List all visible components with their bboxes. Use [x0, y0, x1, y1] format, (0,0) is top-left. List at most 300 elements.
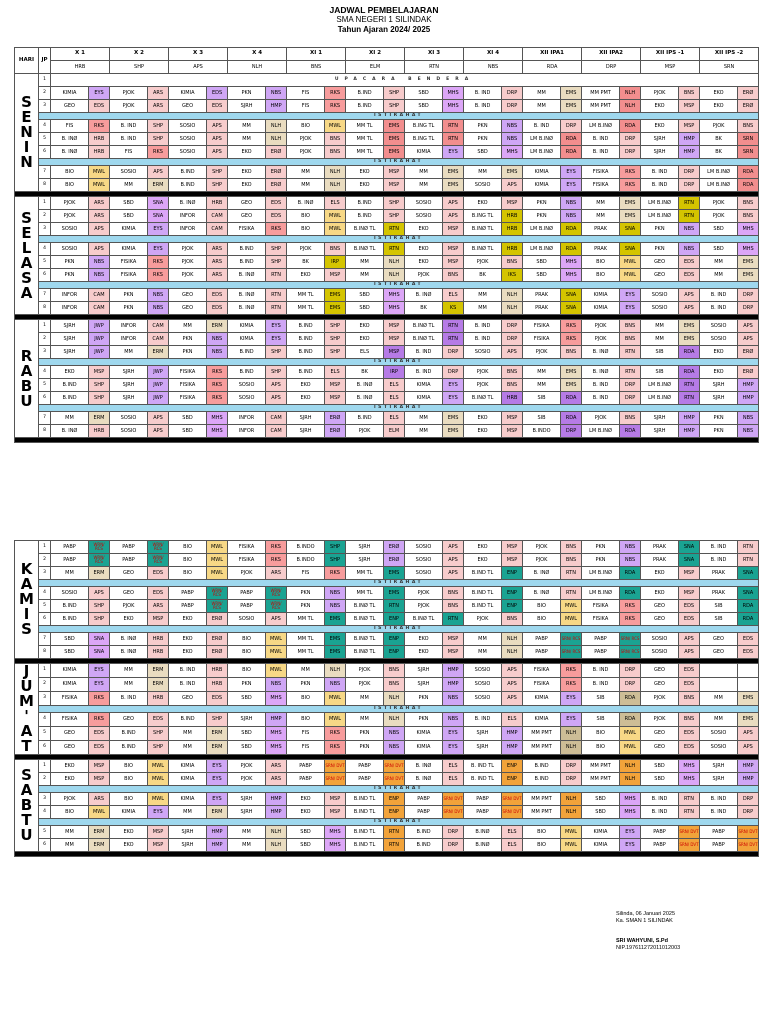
subject-cell: BIO: [287, 223, 325, 236]
subject-cell: B.IND: [405, 826, 443, 839]
subject-cell: FISIKA: [228, 223, 266, 236]
subject-cell: PJOK: [405, 269, 443, 282]
header-row[interactable]: [15, 48, 759, 61]
subject-cell: MM: [51, 567, 89, 580]
teacher-code: SHP: [148, 741, 169, 755]
subject-cell: PKN: [346, 727, 384, 741]
period-row: [15, 793, 759, 806]
subject-cell: PABP: [641, 826, 679, 839]
subject-cell: B. IND: [582, 133, 620, 146]
teacher-code: APS: [89, 587, 110, 600]
teacher-code: EDS: [266, 210, 287, 223]
subject-cell: PRAK: [582, 243, 620, 256]
subject-cell: B. INØ: [523, 567, 561, 580]
teacher-code: EYS: [443, 741, 464, 755]
teacher-code: ERM: [89, 567, 110, 580]
teacher-code: RDA: [561, 223, 582, 236]
subject-cell: EKO: [287, 793, 325, 806]
teacher-code: HMP: [738, 760, 759, 773]
subject-cell: B.IND: [405, 839, 443, 852]
teacher-code: RKS: [148, 146, 169, 159]
subject-cell: SOSIO: [228, 392, 266, 405]
teacher-code: ERM: [207, 741, 228, 755]
class-header: X 2: [110, 48, 169, 61]
subject-cell: B.IND: [51, 392, 89, 405]
teacher-code: HMP: [266, 806, 287, 819]
subject-cell: B.INØ TL: [346, 223, 384, 236]
teacher-code: EMS: [561, 366, 582, 379]
subject-cell: SOSIO: [464, 664, 502, 678]
subject-cell: B.IND: [51, 600, 89, 613]
teacher-code: DRP: [561, 760, 582, 773]
subject-cell: EKO: [346, 333, 384, 346]
teacher-code: DRP: [561, 425, 582, 438]
subject-cell: SBD: [169, 412, 207, 425]
subject-cell: SOSIO: [641, 302, 679, 315]
teacher-code: EDS: [207, 691, 228, 705]
period-row: [15, 179, 759, 192]
subject-cell: PABP: [228, 600, 266, 613]
subject-cell: SBD: [700, 223, 738, 236]
teacher-code: IRP: [384, 366, 405, 379]
subject-cell: B. IND: [405, 366, 443, 379]
teacher-code: MWL: [561, 600, 582, 613]
subject-cell: BIO: [523, 826, 561, 839]
teacher-code: WRN/ RCS: [207, 600, 228, 613]
subject-cell: B.IND TL: [346, 839, 384, 852]
teacher-code: SNA: [679, 554, 700, 567]
teacher-code: MWL: [325, 691, 346, 705]
teacher-code: EMS: [384, 133, 405, 146]
subject-cell: SJRH: [641, 146, 679, 159]
teacher-code: RTN: [443, 120, 464, 133]
teacher-code: MWL: [266, 633, 287, 646]
subject-cell: FISIKA: [582, 600, 620, 613]
teacher-code: SNA: [148, 197, 169, 210]
teacher-code: NLH: [561, 741, 582, 755]
teacher-code: MHS: [207, 412, 228, 425]
period-row: [15, 613, 759, 626]
teacher-code: SRN/ DVT: [384, 773, 405, 786]
homeroom-code: BNS: [287, 61, 346, 74]
teacher-code: DRP: [620, 392, 641, 405]
teacher-code: SRN/ RCS: [620, 646, 641, 659]
period-row: [15, 633, 759, 646]
subject-cell: MM PMT: [523, 793, 561, 806]
period-row: [15, 412, 759, 425]
teacher-code: MWL: [148, 760, 169, 773]
teacher-code: RKS: [207, 392, 228, 405]
subject-cell: GEO: [641, 256, 679, 269]
subject-cell: SJRH: [51, 320, 89, 333]
teacher-code: EYS: [266, 320, 287, 333]
teacher-code: ENP: [502, 773, 523, 786]
subject-cell: B. INØ: [405, 289, 443, 302]
subject-cell: MM: [405, 166, 443, 179]
teacher-code: EYS: [148, 223, 169, 236]
subject-cell: MM: [582, 197, 620, 210]
teacher-code: CAM: [266, 425, 287, 438]
subject-cell: GEO: [641, 741, 679, 755]
subject-cell: B. INØ: [582, 346, 620, 359]
subject-cell: B.INØ TL: [405, 320, 443, 333]
teacher-code: RTN: [266, 289, 287, 302]
subject-cell: KIMIA: [523, 179, 561, 192]
teacher-code: MWL: [325, 120, 346, 133]
period-number: 7: [39, 166, 51, 179]
teacher-code: RKS: [148, 256, 169, 269]
teacher-code: MSP: [384, 166, 405, 179]
teacher-code: ENP: [384, 613, 405, 626]
subject-cell: LM B.INØ: [523, 243, 561, 256]
subject-cell: BK: [464, 269, 502, 282]
teacher-code: NBS: [384, 741, 405, 755]
teacher-code: RTN: [679, 197, 700, 210]
wali-row[interactable]: [15, 61, 759, 74]
teacher-code: SHP: [266, 366, 287, 379]
period-number: 2: [39, 773, 51, 786]
subject-cell: MM: [287, 166, 325, 179]
subject-cell: PKN: [464, 120, 502, 133]
period-number: 4: [39, 243, 51, 256]
subject-cell: EKO: [405, 646, 443, 659]
break-row: [15, 113, 759, 120]
teacher-code: HMP: [266, 713, 287, 727]
subject-cell: SOSIO: [405, 541, 443, 554]
subject-cell: EKO: [464, 554, 502, 567]
subject-cell: PABP: [464, 793, 502, 806]
subject-cell: SJRH: [405, 664, 443, 678]
teacher-code: DRP: [502, 320, 523, 333]
subject-cell: MM TL: [287, 613, 325, 626]
subject-cell: SJRH: [700, 392, 738, 405]
period-number: 8: [39, 646, 51, 659]
subject-cell: PJOK: [523, 554, 561, 567]
teacher-code: EDS: [207, 87, 228, 100]
teacher-code: MHS: [384, 289, 405, 302]
teacher-code: SHP: [148, 120, 169, 133]
teacher-code: WRN/ RCS: [89, 541, 110, 554]
period-row: [15, 346, 759, 359]
teacher-code: BNS: [325, 243, 346, 256]
teacher-code: NLH: [384, 269, 405, 282]
teacher-code: NBS: [89, 269, 110, 282]
period-row: [15, 646, 759, 659]
subject-cell: PJOK: [287, 133, 325, 146]
subject-cell: PABP: [405, 806, 443, 819]
teacher-code: MWL: [266, 664, 287, 678]
subject-cell: EKO: [641, 587, 679, 600]
teacher-code: EYS: [148, 806, 169, 819]
teacher-code: RKS: [561, 664, 582, 678]
teacher-code: MSP: [443, 256, 464, 269]
teacher-code: SHP: [384, 210, 405, 223]
subject-cell: BIO: [51, 166, 89, 179]
teacher-code: NLH: [325, 166, 346, 179]
subject-cell: BIO: [169, 541, 207, 554]
teacher-code: BNS: [502, 256, 523, 269]
period-row: [15, 289, 759, 302]
period-number: 4: [39, 713, 51, 727]
teacher-code: RKS: [325, 87, 346, 100]
subject-cell: B.IND: [346, 87, 384, 100]
period-number: 7: [39, 633, 51, 646]
teacher-code: HMP: [207, 839, 228, 852]
teacher-code: DRP: [502, 87, 523, 100]
teacher-code: MWL: [620, 256, 641, 269]
subject-cell: FIS: [51, 120, 89, 133]
subject-cell: B. INØ: [228, 289, 266, 302]
subject-cell: B. IND: [700, 302, 738, 315]
teacher-code: MHS: [679, 760, 700, 773]
period-number: 5: [39, 256, 51, 269]
teacher-code: RTN: [620, 366, 641, 379]
subject-cell: FISIKA: [169, 379, 207, 392]
teacher-code: APS: [738, 741, 759, 755]
homeroom-code: ELM: [346, 61, 405, 74]
teacher-code: NBS: [384, 727, 405, 741]
teacher-code: EMS: [443, 166, 464, 179]
teacher-code: RDA: [679, 346, 700, 359]
subject-cell: FISIKA: [582, 166, 620, 179]
subject-cell: MM: [51, 412, 89, 425]
teacher-code: RDA: [620, 713, 641, 727]
teacher-code: HMP: [679, 146, 700, 159]
subject-cell: GEO: [641, 677, 679, 691]
teacher-code: MSP: [502, 541, 523, 554]
teacher-code: APS: [148, 425, 169, 438]
teacher-code: BNS: [679, 713, 700, 727]
subject-cell: B.IND: [346, 210, 384, 223]
teacher-code: DRP: [679, 179, 700, 192]
teacher-code: MSP: [325, 379, 346, 392]
subject-cell: FISIKA: [169, 366, 207, 379]
subject-cell: B.IND: [228, 243, 266, 256]
subject-cell: PKN: [346, 741, 384, 755]
subject-cell: LM B.INØ: [582, 120, 620, 133]
subject-cell: PABP: [523, 633, 561, 646]
teacher-code: EYS: [443, 379, 464, 392]
teacher-code: HMP: [738, 392, 759, 405]
teacher-code: BNS: [679, 87, 700, 100]
subject-cell: MM: [405, 179, 443, 192]
subject-cell: BIO: [169, 567, 207, 580]
teacher-code: HMP: [502, 727, 523, 741]
teacher-code: DRP: [679, 166, 700, 179]
subject-cell: PJOK: [641, 691, 679, 705]
subject-cell: SBD: [582, 793, 620, 806]
teacher-code: EYS: [89, 87, 110, 100]
teacher-code: EMS: [502, 166, 523, 179]
subject-cell: GEO: [228, 197, 266, 210]
teacher-code: SNA: [679, 541, 700, 554]
teacher-code: HRB: [89, 133, 110, 146]
class-header: XI 2: [346, 48, 405, 61]
period-number: 6: [39, 741, 51, 755]
teacher-code: APS: [266, 613, 287, 626]
subject-cell: BIO: [582, 256, 620, 269]
subject-cell: LM B.INØ: [582, 567, 620, 580]
teacher-code: RKS: [89, 120, 110, 133]
teacher-code: ERM: [207, 806, 228, 819]
subject-cell: MM: [228, 133, 266, 146]
teacher-code: CAM: [89, 289, 110, 302]
subject-cell: BK: [346, 366, 384, 379]
teacher-code: APS: [89, 243, 110, 256]
teacher-code: APS: [266, 392, 287, 405]
teacher-code: SRN/ DVT: [738, 839, 759, 852]
subject-cell: PABP: [110, 541, 148, 554]
subject-cell: LM B.INØ: [582, 425, 620, 438]
subject-cell: PJOK: [464, 366, 502, 379]
period-row: [15, 773, 759, 786]
teacher-code: APS: [207, 146, 228, 159]
subject-cell: SIB: [641, 346, 679, 359]
teacher-code: RDA: [620, 587, 641, 600]
subject-cell: PJOK: [346, 425, 384, 438]
teacher-code: SRN/ DVT: [679, 839, 700, 852]
subject-cell: SBD: [110, 197, 148, 210]
subject-cell: B.INØ TL: [405, 333, 443, 346]
teacher-code: RKS: [620, 179, 641, 192]
subject-cell: B.INDO: [287, 541, 325, 554]
subject-cell: PABP: [287, 760, 325, 773]
subject-cell: SBD: [346, 302, 384, 315]
subject-cell: EKO: [287, 806, 325, 819]
teacher-code: NLH: [561, 806, 582, 819]
jp-header: JP: [39, 48, 51, 74]
period-row: [15, 392, 759, 405]
subject-cell: B.INØ TL: [346, 613, 384, 626]
subject-cell: FIS: [110, 146, 148, 159]
teacher-code: ELS: [443, 760, 464, 773]
subject-cell: SOSIO: [169, 146, 207, 159]
subject-cell: GEO: [169, 691, 207, 705]
subject-cell: SOSIO: [464, 179, 502, 192]
period-number: 3: [39, 567, 51, 580]
teacher-code: RKS: [207, 379, 228, 392]
subject-cell: BIO: [169, 554, 207, 567]
teacher-code: SHP: [89, 600, 110, 613]
subject-cell: EKO: [464, 541, 502, 554]
teacher-code: HRB: [148, 633, 169, 646]
class-header: X 3: [169, 48, 228, 61]
subject-cell: SJRH: [700, 379, 738, 392]
subject-cell: LM B.INØ: [523, 223, 561, 236]
break-row: [15, 786, 759, 793]
teacher-code: NLH: [384, 713, 405, 727]
subject-cell: SOSIO: [110, 425, 148, 438]
teacher-code: NLH: [384, 256, 405, 269]
subject-cell: SOSIO: [405, 210, 443, 223]
teacher-code: MHS: [266, 727, 287, 741]
subject-cell: B. INØ: [51, 425, 89, 438]
teacher-code: CAM: [148, 333, 169, 346]
subject-cell: B.IND: [228, 366, 266, 379]
period-number: 3: [39, 223, 51, 236]
subject-cell: SBD: [641, 773, 679, 786]
teacher-code: APS: [443, 554, 464, 567]
subject-cell: B. IND: [110, 120, 148, 133]
subject-cell: B.INØ: [464, 839, 502, 852]
period-row: [15, 269, 759, 282]
teacher-code: EMS: [443, 179, 464, 192]
teacher-code: BNS: [620, 320, 641, 333]
teacher-code: RTN: [443, 333, 464, 346]
day-separator-bar: [15, 438, 759, 443]
teacher-code: ERM: [148, 677, 169, 691]
teacher-code: ELS: [443, 773, 464, 786]
teacher-code: MSP: [443, 223, 464, 236]
subject-cell: B.INDO: [523, 425, 561, 438]
teacher-code: ERØ: [384, 554, 405, 567]
teacher-code: EMS: [738, 269, 759, 282]
teacher-code: RTN: [561, 587, 582, 600]
subject-cell: GEO: [110, 587, 148, 600]
subject-cell: MM: [228, 120, 266, 133]
teacher-code: WRN/ RCS: [266, 587, 287, 600]
teacher-code: ERØ: [207, 646, 228, 659]
subject-cell: B. IND: [700, 541, 738, 554]
subject-cell: KIMIA: [228, 333, 266, 346]
subject-cell: SOSIO: [464, 346, 502, 359]
subject-cell: PJOK: [169, 243, 207, 256]
subject-cell: PKN: [287, 600, 325, 613]
teacher-code: MSP: [443, 646, 464, 659]
subject-cell: SJRH: [228, 793, 266, 806]
teacher-code: CAM: [207, 223, 228, 236]
teacher-code: EMS: [325, 289, 346, 302]
teacher-code: EMS: [738, 256, 759, 269]
subject-cell: INFOR: [228, 412, 266, 425]
period-row: [15, 587, 759, 600]
subject-cell: EKO: [700, 366, 738, 379]
teacher-code: SHP: [89, 379, 110, 392]
subject-cell: B.ING TL: [405, 120, 443, 133]
period-row: [15, 197, 759, 210]
teacher-code: EDS: [679, 741, 700, 755]
teacher-code: ELS: [325, 366, 346, 379]
teacher-code: HRB: [207, 197, 228, 210]
teacher-code: ELM: [384, 425, 405, 438]
subject-cell: GEO: [228, 210, 266, 223]
teacher-code: MHS: [207, 425, 228, 438]
teacher-code: MSP: [502, 554, 523, 567]
subject-cell: MM: [346, 691, 384, 705]
subject-cell: SOSIO: [641, 633, 679, 646]
subject-cell: SIB: [700, 613, 738, 626]
subject-cell: B. IND: [464, 100, 502, 113]
subject-cell: B. IND: [464, 713, 502, 727]
subject-cell: MM: [464, 633, 502, 646]
teacher-code: RTN: [384, 243, 405, 256]
subject-cell: PABP: [110, 554, 148, 567]
homeroom-code: RDA: [523, 61, 582, 74]
period-number: 6: [39, 392, 51, 405]
period-row: [15, 133, 759, 146]
subject-cell: B. IND: [641, 166, 679, 179]
teacher-code: NLH: [561, 793, 582, 806]
subject-cell: B. INØ: [346, 379, 384, 392]
teacher-code: RTN: [679, 793, 700, 806]
teacher-code: NBS: [325, 600, 346, 613]
teacher-code: HMP: [738, 773, 759, 786]
subject-cell: B. IND: [582, 392, 620, 405]
subject-cell: GEO: [641, 727, 679, 741]
teacher-code: ELS: [502, 713, 523, 727]
subject-cell: KIMIA: [582, 302, 620, 315]
teacher-code: DRP: [620, 133, 641, 146]
